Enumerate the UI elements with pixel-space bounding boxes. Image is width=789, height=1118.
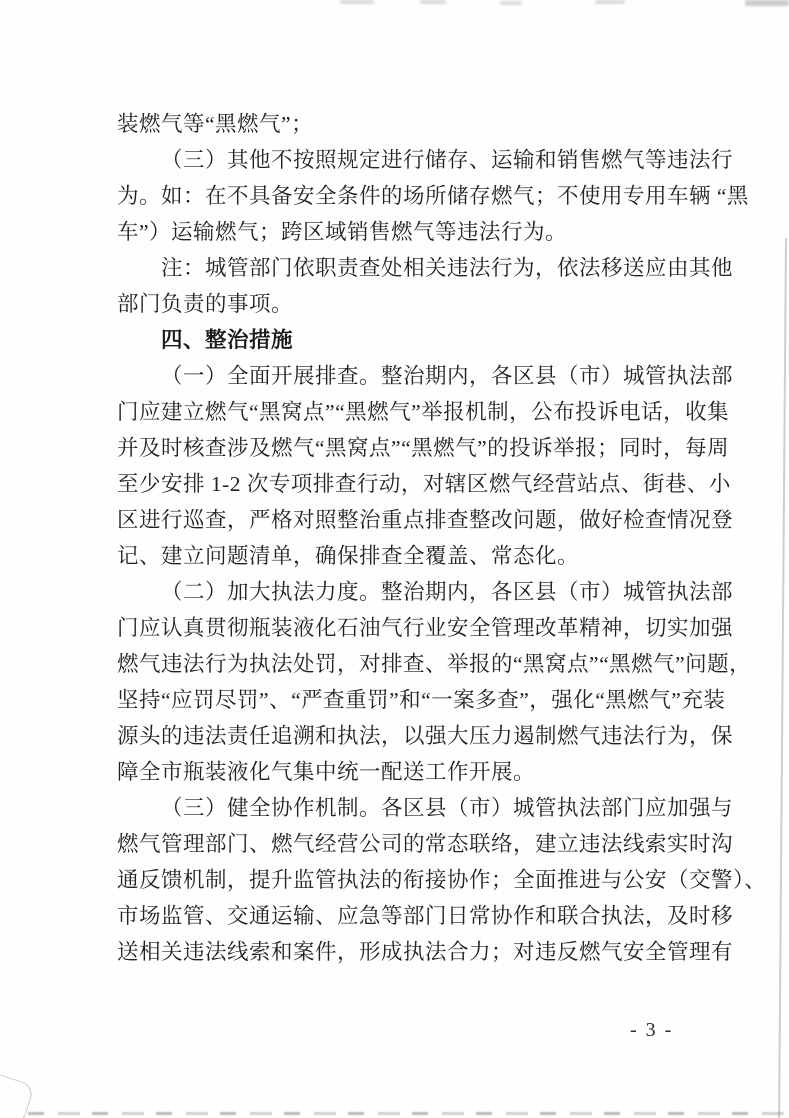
text-line: 并及时核查涉及燃气“黑窝点”“黑燃气”的投诉举报；同时，每周 <box>117 436 730 460</box>
text-line: 记、建立问题清单，确保排查全覆盖、常态化。 <box>117 544 580 568</box>
scan-page-edge-line <box>778 238 786 1118</box>
scan-smudge <box>745 0 789 6</box>
text-line: 市场监管、交通运输、应急等部门日常协作和联合执法，及时移 <box>117 904 734 928</box>
text-line: 燃气管理部门、燃气经营公司的常态联络，建立违法线索实时沟 <box>117 832 734 856</box>
document-body <box>117 106 767 970</box>
scan-smudge <box>595 0 625 4</box>
text-line: 车”）运输燃气；跨区域销售燃气等违法行为。 <box>117 220 568 244</box>
scan-smudge <box>500 1 522 5</box>
scan-smudge <box>340 0 374 4</box>
text-line: 送相关违法线索和案件，形成执法合力；对违反燃气安全管理有 <box>117 940 734 964</box>
text-line: （一）全面开展排查。整治期内，各区县（市）城管执法部 <box>161 364 734 388</box>
scan-smudge <box>420 0 446 4</box>
text-line: 门应建立燃气“黑窝点”“黑燃气”举报机制，公布投诉电话，收集 <box>117 400 730 424</box>
text-line: 区进行巡查，严格对照整治重点排查整改问题，做好检查情况登 <box>117 508 734 532</box>
text-line: 障全市瓶装液化气集中统一配送工作开展。 <box>117 760 536 784</box>
text-line: 为。如：在不具备安全条件的场所储存燃气；不使用专用车辆 “黑 <box>117 184 749 208</box>
page-number: - 3 - <box>630 1019 674 1041</box>
text-line: 装燃气等“黑燃气”； <box>117 112 314 136</box>
text-line: 注：城管部门依职责查处相关违法行为，依法移送应由其他 <box>161 256 734 280</box>
text-line: 燃气违法行为执法处罚，对排查、举报的“黑窝点”“黑燃气”问题， <box>117 652 752 676</box>
text-line: 门应认真贯彻瓶装液化石油气行业安全管理改革精神，切实加强 <box>117 616 734 640</box>
text-line: 部门负责的事项。 <box>117 292 294 316</box>
text-line: （三）健全协作机制。各区县（市）城管执法部门应加强与 <box>161 796 734 820</box>
text-line: 源头的违法责任追溯和执法，以强大压力遏制燃气违法行为，保 <box>117 724 734 748</box>
text-line: 至少安排 1-2 次专项排查行动，对辖区燃气经营站点、街巷、小 <box>117 472 731 496</box>
section-heading: 四、整治措施 <box>161 328 294 352</box>
text-line: （三）其他不按照规定进行储存、运输和销售燃气等违法行 <box>161 148 734 172</box>
text-line: 通反馈机制，提升监管执法的衔接协作；全面推进与公安（交警）、 <box>117 868 767 892</box>
text-line: （二）加大执法力度。整治期内，各区县（市）城管执法部 <box>161 580 734 604</box>
scan-bottom-noise <box>28 1112 786 1115</box>
text-line: 坚持“应罚尽罚”、“严查重罚”和“一案多查”，强化“黑燃气”充装 <box>117 688 726 712</box>
